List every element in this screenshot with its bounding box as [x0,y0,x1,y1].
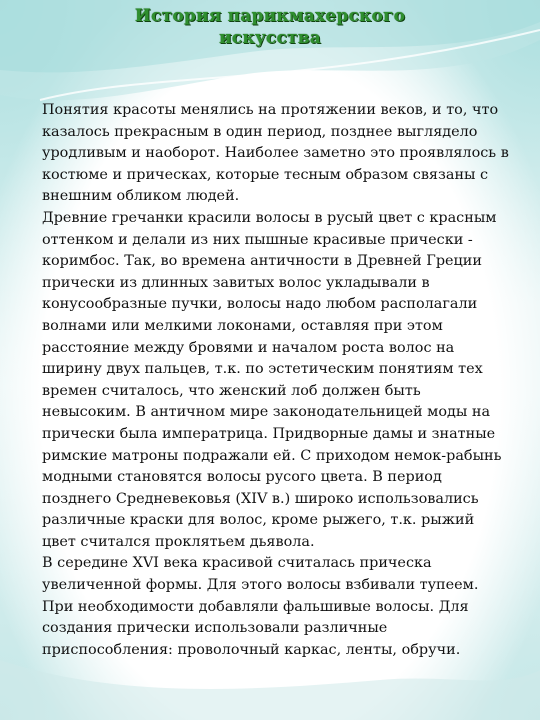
paragraph: Понятия красоты менялись на протяжении веков, и то, что казалось прекрасным в один период, позднее выглядело уродливым и наоборот. Наиболее заметно это проявлялось в костюме и прическах, которые тесным образом связаны с внешним обликом людей. [42,102,509,205]
paragraph: В середине XVI века красивой считалась прическа увеличенной формы. Для этого волосы взбивали тупеем. При необходимости добавляли фальшивые волосы. Для создания прически использовали различные приспособления: проволочный каркас, ленты, обручи. [42,555,479,658]
body-text [42,100,512,661]
title-line-1: История парикмахерского [134,6,406,26]
title-line-2: искусства [219,28,321,48]
paragraph: Древние гречанки красили волосы в русый цвет с красным оттенком и делали из них пышные красивые прически - коримбос. Так, во времена античности в Древней Греции прически из длинных завитых волос укладывали в конусообразные пучки, волосы надо любом располагали волнами или мелкими локонами, оставляя при этом расстояние между бровями и началом роста волос на ширину двух пальцев, т.к. по эстетическим понятиям тех времен считалось, что женский лоб должен быть невысоким. В античном мире законодательницей моды на прически была императрица. Придворные дамы и знатные римские матроны подражали ей. С приходом немок-рабынь модными становятся волосы русого цвета. В период позднего Средневековья (XIV в.) широко использовались различные краски для волос, кроме рыжего, т.к. рыжий цвет считался проклятьем дьявола. [42,209,502,550]
slide-title [60,5,480,49]
